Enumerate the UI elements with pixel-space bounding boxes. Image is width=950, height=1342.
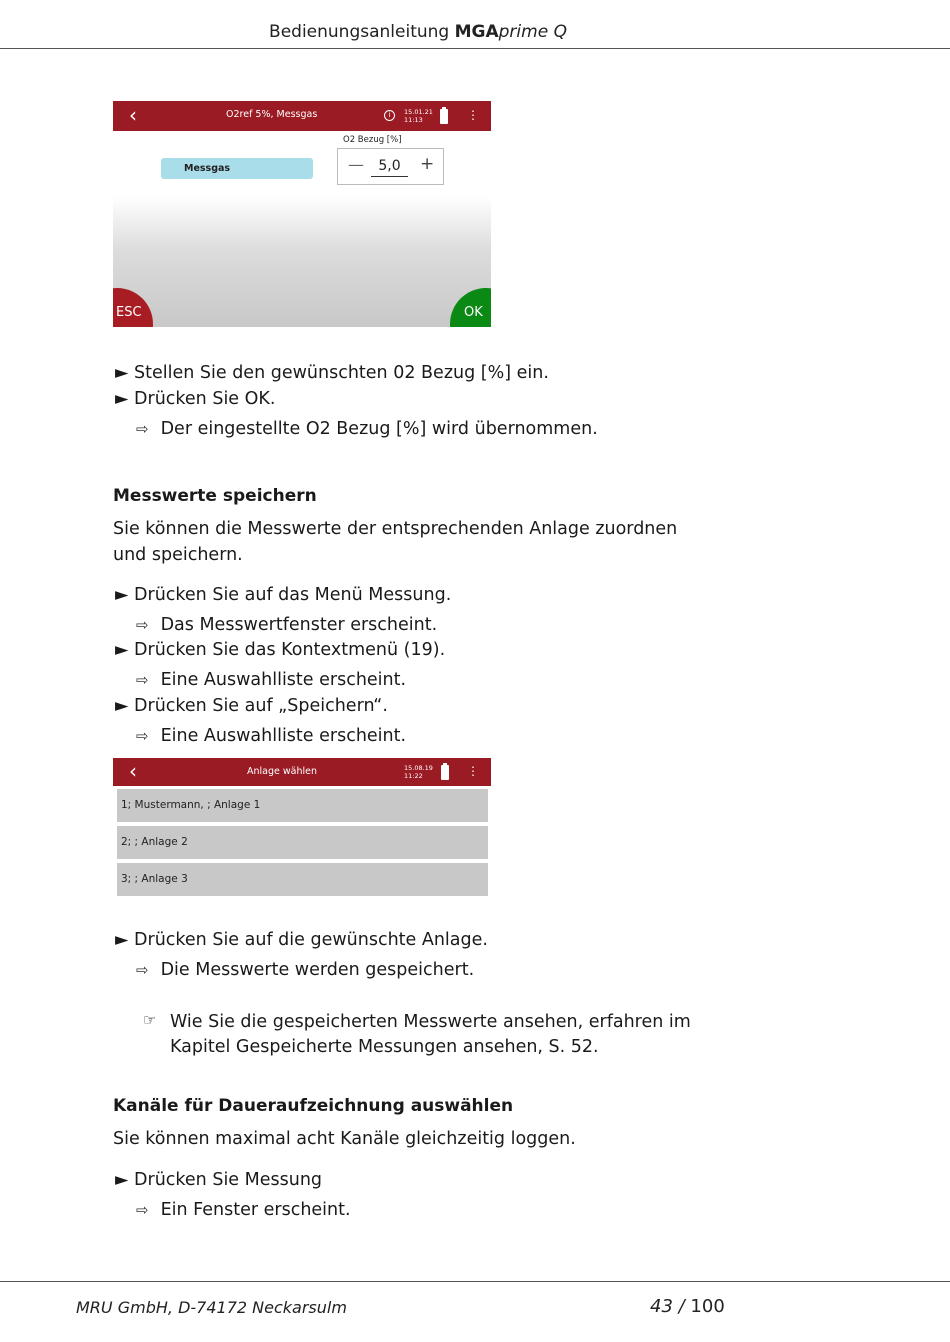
instruction-step: ► Drücken Sie auf die gewünschte Anlage. bbox=[115, 930, 488, 950]
header-rule bbox=[0, 48, 950, 49]
back-icon[interactable]: ‹ bbox=[129, 759, 137, 783]
result-arrow-icon: ⇨ bbox=[136, 420, 149, 438]
screen-title: Anlage wählen bbox=[247, 766, 317, 777]
o2-reference-value[interactable]: 5,0 bbox=[371, 158, 408, 177]
device-screen-o2-setting bbox=[113, 101, 491, 327]
instruction-result: ⇨ Die Messwerte werden gespeichert. bbox=[136, 960, 475, 980]
page-number: 43 / 100 bbox=[650, 1296, 725, 1317]
top-bar bbox=[113, 758, 491, 786]
battery-icon bbox=[441, 765, 449, 780]
result-arrow-icon: ⇨ bbox=[136, 961, 149, 979]
instruction-result: ⇨ Eine Auswahlliste erscheint. bbox=[136, 726, 407, 746]
instruction-step: ► Drücken Sie OK. bbox=[115, 389, 276, 409]
section-heading: Messwerte speichern bbox=[113, 486, 317, 506]
info-icon[interactable]: i bbox=[384, 110, 395, 121]
top-bar bbox=[113, 101, 491, 131]
o2-reference-label: O2 Bezug [%] bbox=[343, 135, 402, 145]
brand-name: MGA bbox=[454, 22, 499, 42]
result-arrow-icon: ⇨ bbox=[136, 1201, 149, 1219]
page-header: Bedienungsanleitung MGAprime Q bbox=[269, 22, 567, 42]
messgas-button[interactable]: Messgas bbox=[161, 158, 313, 179]
menu-icon[interactable]: ⋮ bbox=[467, 764, 479, 778]
instruction-step: ► Drücken Sie Messung bbox=[115, 1170, 323, 1190]
instruction-step: ► Drücken Sie das Kontextmenü (19). bbox=[115, 640, 446, 660]
footer-company: MRU GmbH, D-74172 Neckarsulm bbox=[76, 1298, 347, 1317]
instruction-result: ⇨ Eine Auswahlliste erscheint. bbox=[136, 670, 407, 690]
screen-title: O2ref 5%, Messgas bbox=[226, 109, 318, 120]
o2-reference-stepper bbox=[337, 148, 444, 185]
status-date: 15.08.19 bbox=[404, 764, 433, 772]
section-heading: Kanäle für Daueraufzeichnung auswählen bbox=[113, 1096, 514, 1116]
section-intro: Sie können maximal acht Kanäle gleichzeitig loggen. bbox=[113, 1129, 576, 1149]
list-item[interactable]: 3; ; Anlage 3 bbox=[117, 863, 488, 896]
instruction-step: ► Stellen Sie den gewünschten 02 Bezug [%] ein. bbox=[115, 363, 549, 383]
increment-button[interactable]: + bbox=[420, 154, 435, 174]
status-date: 15.01.21 bbox=[404, 108, 433, 116]
status-time: 11:13 bbox=[404, 116, 423, 124]
note-text-line: Wie Sie die gespeicherten Messwerte ansehen, erfahren im bbox=[170, 1012, 691, 1032]
list-item[interactable]: 1; Mustermann, ; Anlage 1 bbox=[117, 789, 488, 822]
device-screen-plant-selection bbox=[113, 758, 491, 898]
instruction-step: ► Drücken Sie auf das Menü Messung. bbox=[115, 585, 452, 605]
instruction-step: ► Drücken Sie auf „Speichern“. bbox=[115, 696, 388, 716]
note-icon: ☞ bbox=[143, 1011, 157, 1029]
note-text-line: Kapitel Gespeicherte Messungen ansehen, S. 52. bbox=[170, 1037, 599, 1057]
decrement-button[interactable]: — bbox=[348, 155, 364, 174]
battery-icon bbox=[440, 109, 448, 124]
list-item[interactable]: 2; ; Anlage 2 bbox=[117, 826, 488, 859]
menu-icon[interactable]: ⋮ bbox=[467, 108, 479, 122]
esc-button[interactable]: ESC bbox=[113, 288, 153, 327]
instruction-result: ⇨ Das Messwertfenster erscheint. bbox=[136, 615, 438, 635]
section-intro: Sie können die Messwerte der entsprechenden Anlage zuordnen und speichern. bbox=[113, 519, 678, 565]
result-arrow-icon: ⇨ bbox=[136, 727, 149, 745]
result-arrow-icon: ⇨ bbox=[136, 616, 149, 634]
result-arrow-icon: ⇨ bbox=[136, 671, 149, 689]
instruction-result: ⇨ Ein Fenster erscheint. bbox=[136, 1200, 351, 1220]
instruction-result: ⇨ Der eingestellte O2 Bezug [%] wird übernommen. bbox=[136, 419, 598, 439]
back-icon[interactable]: ‹ bbox=[129, 103, 137, 127]
status-time: 11:22 bbox=[404, 772, 423, 780]
footer-rule bbox=[0, 1281, 950, 1282]
brand-suffix: prime Q bbox=[498, 22, 567, 42]
ok-button[interactable]: OK bbox=[450, 288, 491, 327]
